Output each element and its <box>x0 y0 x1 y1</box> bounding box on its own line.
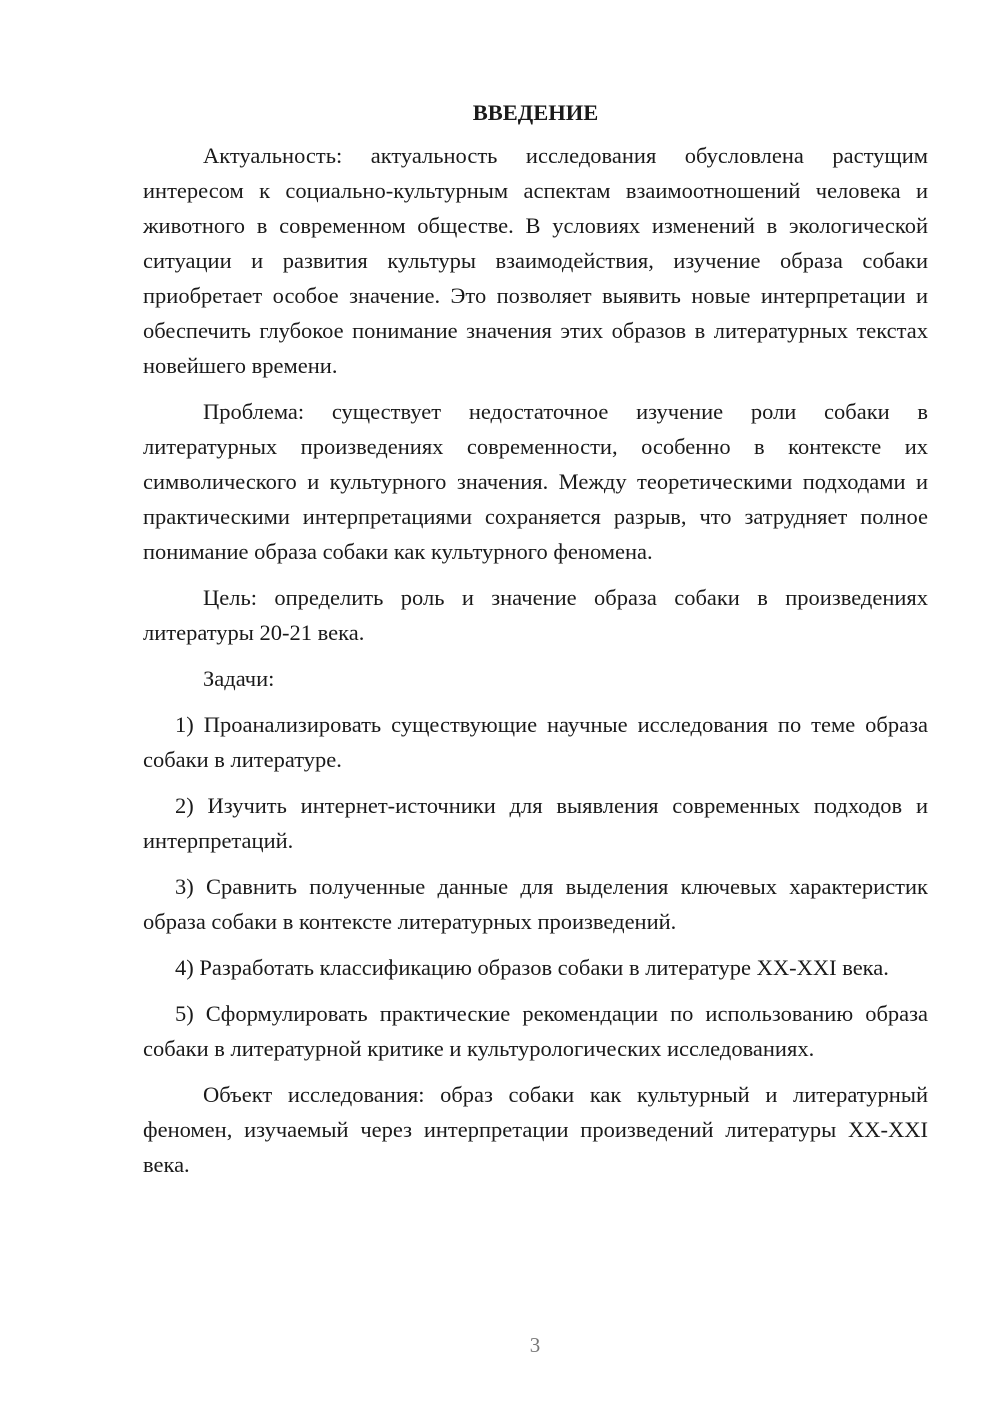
page-title: ВВЕДЕНИЕ <box>472 100 599 125</box>
relevance-paragraph: Актуальность: актуальность исследования обусловлена растущим интересом к социально-культурным аспектам взаимоотношений человека и животного в современном обществе. В условиях изменений в экологической ситуации и развития культуры взаимодействия, изучение образа собаки приобретает особое значение. Это позволяет выявить новые интерпретации и обеспечить глубокое понимание значения этих образов в литературных текстах новейшего времени. <box>143 143 928 378</box>
task-item: 4) Разработать классификацию образов собаки в литературе XX-XXI века. <box>175 955 889 980</box>
task-item: 5) Сформулировать практические рекомендации по использованию образа собаки в литературной критике и культурологических исследованиях. <box>143 1001 928 1061</box>
goal-paragraph: Цель: определить роль и значение образа собаки в произведениях литературы 20-21 века. <box>143 585 928 645</box>
page-number: 3 <box>529 1333 541 1357</box>
task-item: 2) Изучить интернет-источники для выявления современных подходов и интерпретаций. <box>143 793 928 853</box>
object-paragraph: Объект исследования: образ собаки как культурный и литературный феномен, изучаемый через интерпретации произведений литературы XX-XXI века. <box>143 1082 928 1177</box>
document-body <box>143 95 928 1193</box>
task-item: 3) Сравнить полученные данные для выделения ключевых характеристик образа собаки в контексте литературных произведений. <box>143 874 928 934</box>
task-item: 1) Проанализировать существующие научные исследования по теме образа собаки в литературе. <box>143 712 928 772</box>
tasks-heading: Задачи: <box>203 666 275 691</box>
problem-paragraph: Проблема: существует недостаточное изучение роли собаки в литературных произведениях современности, особенно в контексте их символического и культурного значения. Между теоретическими подходами и практическими интерпретациями сохраняется разрыв, что затрудняет полное понимание образа собаки как культурного феномена. <box>143 399 928 564</box>
